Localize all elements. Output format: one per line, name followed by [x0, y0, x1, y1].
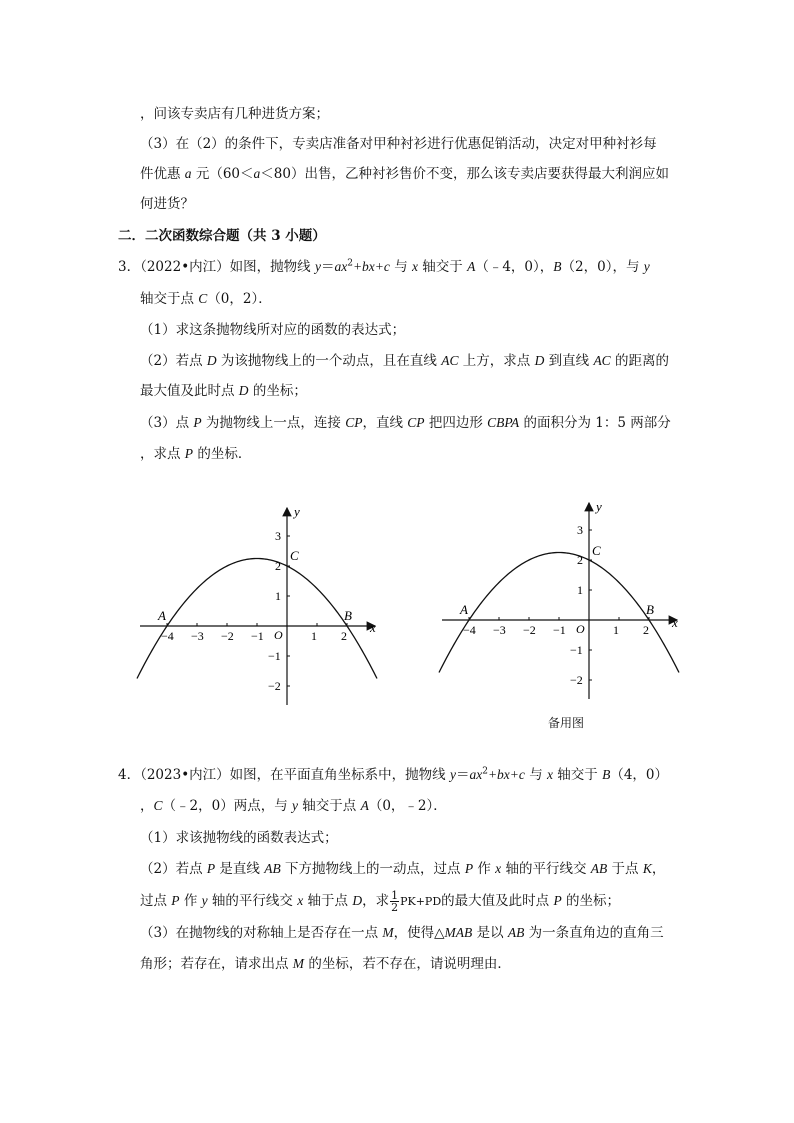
- q3-part2-line1: [140, 351, 669, 371]
- var: P: [553, 893, 562, 908]
- text: 把四边形: [424, 415, 488, 431]
- y-tick-label: 1: [577, 583, 583, 597]
- text: ，求点: [140, 446, 185, 462]
- y-tick-label: 3: [577, 523, 583, 537]
- var: a: [184, 166, 192, 181]
- y-tick-label: −2: [570, 673, 583, 687]
- text: （1）求这条抛物线所对应的函数的表达式；: [140, 322, 406, 338]
- q4-line1: [118, 765, 668, 785]
- text: ＝: [320, 259, 335, 275]
- var: K: [642, 861, 652, 876]
- text: 轴的平行线交: [207, 893, 298, 909]
- var: A: [360, 798, 369, 813]
- text: （4，0）: [610, 767, 669, 783]
- text: 元（60＜: [191, 166, 254, 182]
- text: PK+PD: [400, 895, 442, 908]
- var: ax: [334, 259, 348, 274]
- point-c-label: C: [290, 548, 299, 563]
- parabola-curve: [137, 559, 377, 679]
- q4-part1: [140, 828, 338, 848]
- y-tick-label: −1: [570, 643, 583, 657]
- parabola-graph-main: [130, 500, 390, 710]
- parabola-curve: [439, 553, 679, 673]
- var: a: [253, 166, 261, 181]
- sup: 2: [347, 258, 353, 269]
- text: 作: [179, 893, 202, 909]
- q4-part3-line1: [140, 923, 664, 943]
- text: ，求: [362, 893, 390, 909]
- q4-part3-line2: [140, 954, 511, 974]
- text: （3）在（2）的条件下，专卖店准备对甲种衬衫进行优惠促销活动，决定对甲种衬衫每: [140, 136, 657, 152]
- text: 轴于点: [303, 893, 353, 909]
- x-tick-label: 1: [613, 623, 619, 637]
- text: 为抛物线上一点，连接: [201, 415, 346, 431]
- var: C: [153, 798, 163, 813]
- q2-part3-line2: [140, 164, 669, 184]
- q2-tail-line: [140, 104, 329, 124]
- sup: 2: [482, 766, 488, 777]
- x-tick-label: 2: [643, 623, 649, 637]
- text: （0，﹣2）．: [368, 798, 447, 814]
- var: P: [171, 893, 180, 908]
- text: 何进货？: [140, 196, 194, 212]
- axis-y-label: y: [294, 504, 300, 519]
- text: 为一条直角边的直角三: [524, 925, 664, 941]
- var: P: [184, 446, 194, 461]
- var: D: [534, 353, 545, 368]
- var: P: [193, 415, 202, 430]
- var: CBPA: [487, 415, 520, 430]
- text: 是以: [472, 925, 508, 941]
- x-tick-label: −1: [251, 629, 264, 643]
- point-c-label: C: [592, 543, 601, 558]
- text: （﹣4，0），: [475, 259, 554, 275]
- var: D: [206, 353, 217, 368]
- text: ，: [140, 798, 154, 814]
- q2-part3-line1: [140, 134, 657, 154]
- axis-x-label: x: [370, 620, 376, 635]
- x-tick-label: −1: [553, 623, 566, 637]
- x-tick-label: −4: [161, 629, 174, 643]
- q4-part2-line2: [140, 890, 620, 913]
- text: 轴交于: [418, 259, 468, 275]
- text: ，: [651, 861, 666, 877]
- q3-part1: [140, 320, 405, 340]
- text: （3）在抛物线的对称轴上是否存在一点: [140, 925, 383, 941]
- var: +bx+c: [352, 259, 390, 274]
- text: ＝: [455, 767, 470, 783]
- point-b-label: B: [646, 602, 654, 617]
- x-tick-label: −2: [221, 629, 234, 643]
- text: 件优惠: [140, 166, 185, 182]
- var: x: [412, 259, 418, 274]
- var: P: [206, 861, 216, 876]
- var: A: [467, 259, 476, 274]
- x-tick-label: −2: [523, 623, 536, 637]
- text: （2）若点: [140, 861, 207, 877]
- q3-line2: [140, 289, 272, 309]
- var: y: [643, 259, 650, 274]
- text: 轴交于点: [298, 798, 361, 814]
- text: 的距离的: [610, 353, 669, 369]
- text: （0，2）．: [207, 291, 272, 307]
- var: CP: [407, 415, 425, 430]
- origin-label: O: [274, 628, 283, 642]
- var: AB: [264, 861, 281, 876]
- spare-graph-caption: [548, 714, 584, 731]
- var: MAB: [444, 925, 473, 940]
- frac-num: 1: [391, 889, 399, 902]
- var: AB: [590, 861, 608, 876]
- var: y: [449, 767, 456, 782]
- var: CP: [345, 415, 363, 430]
- point-b-label: B: [344, 608, 352, 623]
- axis-x-label: x: [672, 615, 678, 630]
- var: x: [297, 893, 304, 908]
- y-tick-label: 2: [275, 559, 281, 573]
- var: M: [382, 925, 394, 940]
- text: 角形；若存在，请求出点: [140, 956, 293, 972]
- q3-part3-line2: [140, 444, 251, 464]
- var: D: [238, 383, 249, 398]
- frac-den: 2: [391, 901, 399, 914]
- var: x: [495, 861, 502, 876]
- text: 的坐标．: [193, 446, 252, 462]
- text: ，使得△: [393, 925, 445, 941]
- text: （2，0），与: [561, 259, 644, 275]
- text: ＜80）出售，乙种衬衫售价不变，那么该专卖店要获得最大利润应如: [260, 166, 669, 182]
- parabola-graph-spare: [432, 497, 692, 707]
- var: AB: [507, 925, 525, 940]
- var: y: [201, 893, 208, 908]
- var: +bx+c: [487, 767, 525, 782]
- var: P: [464, 861, 474, 876]
- var: D: [352, 893, 363, 908]
- y-tick-label: −2: [268, 679, 281, 693]
- var: C: [198, 291, 208, 306]
- y-tick-label: 3: [275, 529, 281, 543]
- text: （1）求该抛物线的函数表达式；: [140, 830, 338, 846]
- text: 3．（2022•内江）如图，抛物线: [118, 259, 315, 275]
- var: x: [547, 767, 553, 782]
- var: M: [292, 956, 305, 971]
- text: ，问该专卖店有几种进货方案；: [140, 106, 329, 122]
- fraction-one-half: [390, 890, 399, 913]
- text: 于点: [607, 861, 643, 877]
- x-tick-label: −3: [493, 623, 506, 637]
- text: 的坐标，若不存在，请说明理由．: [304, 956, 511, 972]
- text: 是直线: [215, 861, 265, 877]
- text: 的面积分为 1：5 两部分: [519, 415, 671, 431]
- axis-y-label: y: [596, 499, 602, 514]
- text: 轴的平行线交: [501, 861, 591, 877]
- text: 的最大值及此时点: [441, 893, 554, 909]
- section-heading: [118, 226, 326, 246]
- origin-label: O: [576, 622, 585, 636]
- caption-text: 备用图: [548, 716, 585, 730]
- q4-line2: [140, 796, 447, 816]
- text: 到直线: [544, 353, 594, 369]
- text: 与: [389, 259, 412, 275]
- text: 轴交于: [553, 767, 603, 783]
- heading-text: 二．二次函数综合题（共 3 小题）: [118, 228, 326, 244]
- x-tick-label: −3: [191, 629, 204, 643]
- x-tick-label: −4: [463, 623, 476, 637]
- x-tick-label: 1: [311, 629, 317, 643]
- var: ax: [469, 767, 483, 782]
- text: （3）点: [140, 415, 194, 431]
- text: 的坐标；: [561, 893, 620, 909]
- text: 最大值及此时点: [140, 383, 239, 399]
- q4-part2-line1: [140, 859, 665, 879]
- var: y: [314, 259, 321, 274]
- q3-line1: [118, 257, 650, 277]
- text: （﹣2，0）两点，与: [162, 798, 292, 814]
- text: 为该抛物线上的一个动点，且在直线: [216, 353, 442, 369]
- y-tick-label: −1: [268, 649, 281, 663]
- text: 过点: [140, 893, 172, 909]
- q3-part2-line2: [140, 381, 307, 401]
- text: 的坐标；: [248, 383, 307, 399]
- text: 作: [473, 861, 496, 877]
- text: 下方抛物线上的一动点，过点: [280, 861, 465, 877]
- point-a-label: A: [158, 608, 166, 623]
- var: AC: [593, 353, 611, 368]
- var: AC: [441, 353, 459, 368]
- text: 上方，求点: [458, 353, 535, 369]
- text: 轴交于点: [140, 291, 199, 307]
- q2-part3-line3: [140, 194, 194, 214]
- y-tick-label: 1: [275, 589, 281, 603]
- text: 与: [524, 767, 547, 783]
- text: ，直线: [362, 415, 408, 431]
- x-tick-label: 2: [341, 629, 347, 643]
- y-tick-label: 2: [577, 553, 583, 567]
- var: y: [292, 798, 298, 813]
- var: B: [602, 767, 611, 782]
- q3-part3-line1: [140, 413, 671, 433]
- point-a-label: A: [460, 602, 468, 617]
- text: 4．（2023•内江）如图，在平面直角坐标系中，抛物线: [118, 767, 450, 783]
- text: （2）若点: [140, 353, 207, 369]
- var: B: [553, 259, 562, 274]
